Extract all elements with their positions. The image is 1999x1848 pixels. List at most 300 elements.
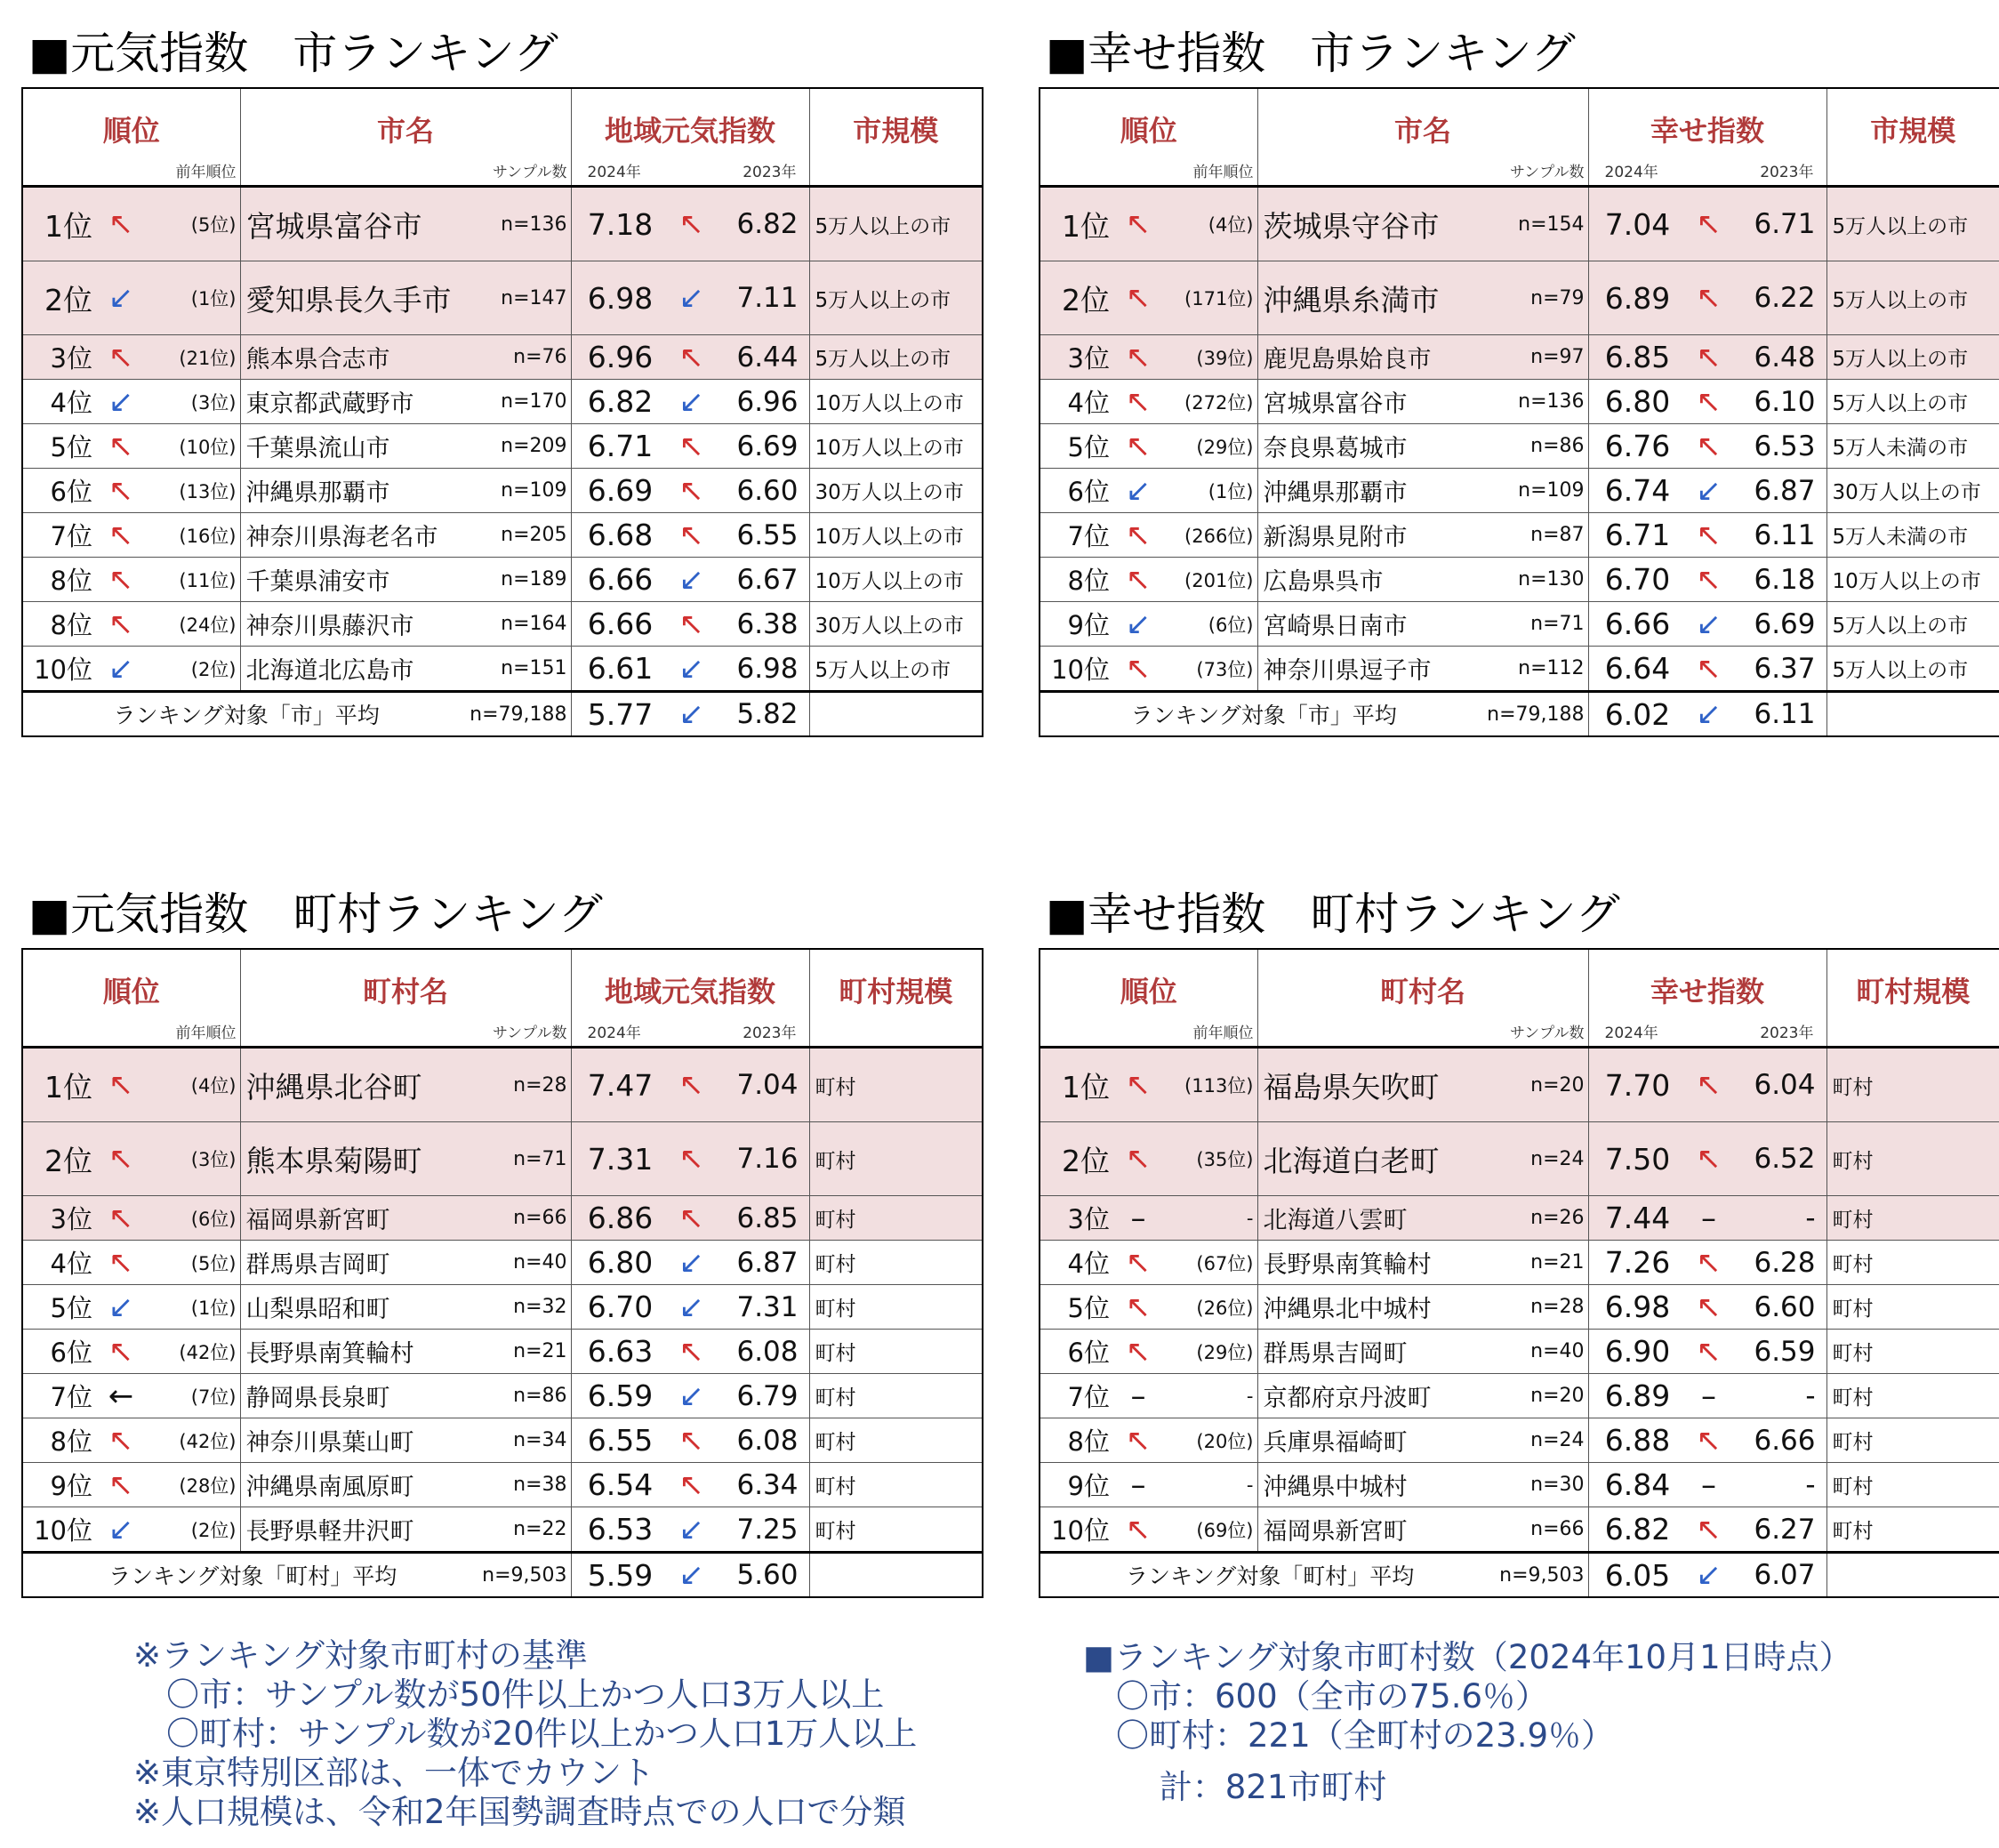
score-2023: -: [1805, 1379, 1816, 1412]
prev-rank-value: (171位): [1184, 288, 1254, 309]
rank-value: 5位: [50, 432, 92, 462]
rank-trend-arrow-icon: –: [1130, 1466, 1146, 1503]
prev-rank-value: (4位): [1208, 214, 1254, 236]
municipality-name: 神奈川県藤沢市: [245, 613, 414, 640]
rank-value: 2位: [1062, 282, 1110, 317]
rank-value: 1位: [44, 1069, 92, 1105]
table-row: [22, 335, 983, 380]
population-scale: 町村: [1832, 1209, 1874, 1232]
prev-rank-value: (6位): [1208, 614, 1254, 636]
rank-trend-arrow-icon: ↖: [108, 561, 134, 598]
rank-trend-arrow-icon: ↖: [108, 1466, 134, 1503]
score-2023: 6.59: [1754, 1335, 1816, 1368]
prev-rank-value: (24位): [179, 614, 237, 636]
ranking-table: [21, 87, 983, 737]
score-2023: 6.08: [736, 1335, 799, 1368]
average-trend-arrow-icon: ↙: [1696, 1557, 1722, 1593]
rank-trend-arrow-icon: ↖: [1125, 280, 1152, 316]
municipality-name: 沖縄県糸満市: [1263, 282, 1440, 317]
rank-value: 10位: [1051, 655, 1110, 685]
average-score-2024: 5.77: [587, 696, 654, 732]
score-2023: 6.44: [736, 341, 799, 374]
prev-rank-value: (272位): [1184, 391, 1254, 414]
sample-size: n=66: [1530, 1518, 1585, 1540]
population-scale: 5万人以上の市: [1832, 615, 1969, 638]
rank-value: 4位: [1067, 388, 1110, 418]
note-line: 〇町村：221（全町村の23.9％）: [1083, 1716, 1615, 1755]
prev-rank-value: (69位): [1196, 1519, 1254, 1541]
sample-size: n=24: [1530, 1429, 1585, 1451]
rank-trend-arrow-icon: –: [1130, 1378, 1146, 1414]
average-score-2024: 6.05: [1604, 1557, 1671, 1593]
sample-size: n=71: [513, 1147, 567, 1170]
average-label: ランキング対象「町村」平均: [1125, 1563, 1415, 1589]
score-2024: 6.54: [587, 1467, 654, 1502]
table-row: [1040, 335, 1999, 380]
rank-value: 5位: [1067, 432, 1110, 462]
score-2023: 7.04: [736, 1069, 799, 1101]
score-2024: 6.71: [587, 429, 654, 463]
prev-rank-value: (29位): [1196, 1341, 1254, 1363]
rank-header: 順位: [102, 975, 160, 1008]
rank-value: 2位: [44, 282, 92, 317]
population-scale: 町村: [1832, 1386, 1874, 1410]
rank-trend-arrow-icon: ←: [108, 1378, 134, 1414]
rank-trend-arrow-icon: ↖: [108, 1067, 134, 1103]
average-row: [22, 1553, 983, 1598]
score-2024: 6.55: [587, 1423, 654, 1458]
sample-size: n=147: [501, 286, 567, 309]
prev-rank-value: (73位): [1196, 658, 1254, 680]
municipality-name: 奈良県葛城市: [1263, 435, 1408, 462]
population-scale: 5万人以上の市: [815, 288, 951, 312]
table-row: [22, 1330, 983, 1374]
municipality-name: 北海道八雲町: [1263, 1207, 1408, 1234]
rank-value: 6位: [1067, 477, 1110, 507]
average-trend-arrow-icon: ↙: [1696, 696, 1722, 732]
year-2023-header: 2023年: [743, 164, 797, 181]
rank-trend-arrow-icon: ↖: [108, 1244, 134, 1281]
sample-size: n=97: [1530, 346, 1585, 368]
rank-trend-arrow-icon: ↖: [1125, 517, 1152, 553]
municipality-name: 沖縄県那覇市: [1263, 479, 1408, 507]
score-trend-arrow-icon: ↖: [678, 606, 704, 642]
prev-rank-value: (35位): [1196, 1149, 1254, 1170]
panel-title: ■元気指数 市ランキング: [28, 28, 558, 79]
population-scale: 10万人以上の市: [1832, 570, 1981, 593]
sample-size: n=189: [501, 568, 567, 591]
rank-value: 7位: [50, 1382, 92, 1412]
population-scale: 5万人以上の市: [1832, 348, 1969, 371]
rank-trend-arrow-icon: ↖: [1125, 1289, 1152, 1325]
score-trend-arrow-icon: ↙: [678, 1244, 704, 1281]
score-2024: 6.68: [587, 518, 654, 552]
note-line: 計：821市町村: [1083, 1768, 1387, 1806]
score-2024: 7.44: [1604, 1201, 1671, 1235]
table-row: [1040, 1507, 1999, 1553]
population-scale: 5万人未満の市: [1832, 437, 1969, 460]
score-2024: 6.66: [1604, 607, 1671, 641]
prev-rank-value: (20位): [1196, 1430, 1254, 1452]
rank-value: 7位: [1067, 1382, 1110, 1412]
rank-value: 4位: [50, 388, 92, 418]
prev-rank-value: (1位): [190, 1297, 237, 1319]
rank-trend-arrow-icon: ↖: [1125, 1067, 1152, 1103]
scale-header: 町村規模: [1856, 975, 1971, 1008]
score-2024: 6.63: [587, 1334, 654, 1369]
score-trend-arrow-icon: ↖: [1696, 280, 1722, 316]
prev-rank-value: (113位): [1184, 1075, 1254, 1097]
table-row: [1040, 1196, 1999, 1241]
population-scale: 町村: [815, 1520, 856, 1543]
population-scale: 町村: [1832, 1298, 1874, 1321]
average-score-2023: 5.82: [736, 698, 799, 730]
population-scale: 町村: [815, 1209, 856, 1232]
sample-header: サンプル数: [493, 164, 567, 181]
prev-rank-value: (29位): [1196, 436, 1254, 458]
sample-header: サンプル数: [1510, 164, 1585, 181]
sample-size: n=34: [513, 1429, 567, 1451]
score-trend-arrow-icon: ↙: [678, 1511, 704, 1547]
rank-trend-arrow-icon: ↖: [1125, 206, 1152, 242]
population-scale: 町村: [815, 1253, 856, 1276]
population-scale: 町村: [815, 1475, 856, 1498]
score-trend-arrow-icon: ↙: [678, 383, 704, 420]
year-2024-header: 2024年: [587, 164, 641, 181]
prev-rank-value: (11位): [179, 569, 237, 591]
municipality-name: 北海道白老町: [1263, 1143, 1440, 1178]
note-line: 〇市：600（全市の75.6％）: [1083, 1677, 1549, 1715]
rank-value: 10位: [34, 655, 92, 685]
note-line: ※人口規模は、令和2年国勢調査時点での人口で分類: [133, 1793, 906, 1831]
score-2024: 6.66: [587, 607, 654, 641]
table-row: [22, 1463, 983, 1507]
score-trend-arrow-icon: ↖: [1696, 383, 1722, 420]
sample-size: n=21: [513, 1340, 567, 1362]
rank-value: 9位: [1067, 1471, 1110, 1501]
score-2023: 6.08: [736, 1424, 799, 1457]
rank-trend-arrow-icon: ↖: [1125, 1141, 1152, 1177]
sample-size: n=109: [1518, 479, 1585, 502]
score-header: 地域元気指数: [604, 975, 775, 1008]
score-trend-arrow-icon: ↖: [678, 1466, 704, 1503]
table-row: [22, 1285, 983, 1330]
score-2024: 6.80: [587, 1245, 654, 1280]
rank-trend-arrow-icon: ↖: [1125, 1511, 1152, 1547]
rank-trend-arrow-icon: ↖: [108, 339, 134, 375]
year-2023-header: 2023年: [743, 1024, 797, 1042]
rank-value: 3位: [50, 343, 92, 374]
score-2024: 6.74: [1604, 473, 1671, 508]
municipality-name: 北海道北広島市: [245, 657, 414, 685]
note-line: ■ランキング対象市町村数（2024年10月1日時点）: [1083, 1638, 1852, 1676]
score-2024: 6.85: [1604, 340, 1671, 374]
prev-rank-value: -: [1246, 1385, 1254, 1407]
table-row: [1040, 1048, 1999, 1122]
ranking-table: [21, 948, 983, 1598]
sample-size: n=21: [1530, 1251, 1585, 1274]
municipality-name: 広島県呉市: [1263, 568, 1384, 596]
sample-size: n=30: [1530, 1474, 1585, 1496]
rank-value: 5位: [50, 1293, 92, 1323]
rank-trend-arrow-icon: ↙: [1125, 472, 1152, 509]
score-2024: 7.50: [1604, 1141, 1671, 1177]
panel-title: ■幸せ指数 町村ランキング: [1046, 888, 1620, 940]
sample-size: n=170: [501, 390, 567, 413]
average-sample-size: n=9,503: [1499, 1563, 1585, 1587]
average-row: [1040, 1553, 1999, 1598]
rank-value: 10位: [1051, 1515, 1110, 1546]
prev-rank-value: (21位): [179, 347, 237, 369]
prev-rank-value: (26位): [1196, 1297, 1254, 1319]
population-scale: 町村: [815, 1431, 856, 1454]
table-row: [1040, 1285, 1999, 1330]
population-scale: 町村: [815, 1342, 856, 1365]
name-header: 市名: [376, 114, 434, 148]
ranking-table: [1039, 87, 1999, 737]
population-scale: 5万人以上の市: [1832, 392, 1969, 415]
prev-rank-value: (6位): [190, 1208, 237, 1230]
municipality-name: 茨城県守谷市: [1263, 208, 1440, 244]
score-trend-arrow-icon: ↖: [1696, 1244, 1722, 1281]
score-2023: 6.60: [736, 474, 799, 507]
prev-rank-value: (39位): [1196, 347, 1254, 369]
table-row: [1040, 558, 1999, 602]
population-scale: 5万人以上の市: [1832, 214, 1969, 238]
rank-trend-arrow-icon: ↙: [108, 650, 134, 687]
average-label: ランキング対象「町村」平均: [108, 1563, 397, 1589]
population-scale: 10万人以上の市: [815, 437, 964, 460]
sample-size: n=87: [1530, 524, 1585, 546]
population-scale: 5万人未満の市: [1832, 526, 1969, 549]
table-row: [22, 513, 983, 558]
table-row: [22, 1507, 983, 1553]
rank-value: 4位: [50, 1249, 92, 1279]
table-row: [1040, 469, 1999, 513]
score-2024: 6.70: [1604, 562, 1671, 597]
score-2024: 6.96: [587, 340, 654, 374]
score-2023: 6.82: [736, 208, 799, 240]
table-row: [1040, 1374, 1999, 1418]
rank-trend-arrow-icon: ↙: [108, 1289, 134, 1325]
population-scale: 30万人以上の市: [1832, 481, 1981, 504]
score-trend-arrow-icon: ↖: [1696, 428, 1722, 464]
municipality-name: 群馬県吉岡町: [245, 1251, 390, 1279]
scale-header: 市規模: [853, 114, 939, 148]
table-row: [22, 469, 983, 513]
rank-value: 4位: [1067, 1249, 1110, 1279]
score-2023: 6.38: [736, 607, 799, 640]
average-trend-arrow-icon: ↙: [678, 1557, 704, 1593]
rank-trend-arrow-icon: ↖: [108, 606, 134, 642]
rank-trend-arrow-icon: ↖: [1125, 383, 1152, 420]
prev-rank-value: (3位): [190, 1149, 237, 1170]
municipality-name: 新潟県見附市: [1263, 524, 1408, 551]
score-2024: 6.69: [587, 473, 654, 508]
score-trend-arrow-icon: ↙: [678, 1378, 704, 1414]
note-line: 〇町村：サンプル数が20件以上かつ人口1万人以上: [133, 1715, 918, 1753]
rank-trend-arrow-icon: ↖: [1125, 1422, 1152, 1458]
prev-rank-value: (5位): [190, 214, 237, 236]
score-2023: 6.18: [1754, 563, 1816, 596]
municipality-name: 熊本県合志市: [245, 346, 390, 374]
score-2024: 6.53: [587, 1512, 654, 1547]
rank-value: 7位: [50, 521, 92, 551]
rank-trend-arrow-icon: ↖: [108, 1200, 134, 1236]
table-row: [22, 1196, 983, 1241]
sample-size: n=205: [501, 524, 567, 546]
population-scale: 5万人以上の市: [815, 348, 951, 371]
sample-size: n=79: [1530, 286, 1585, 309]
score-trend-arrow-icon: ↖: [1696, 561, 1722, 598]
municipality-name: 愛知県長久手市: [245, 282, 452, 317]
prev-rank-value: (10位): [179, 436, 237, 458]
score-2024: 6.84: [1604, 1467, 1671, 1502]
sample-size: n=20: [1530, 1385, 1585, 1407]
prev-rank-header: 前年順位: [1192, 164, 1254, 181]
table-row: [22, 1374, 983, 1418]
municipality-name: 長野県南箕輪村: [1263, 1251, 1432, 1279]
score-2024: 6.61: [587, 651, 654, 686]
rank-value: 5位: [1067, 1293, 1110, 1323]
sample-size: n=40: [1530, 1340, 1585, 1362]
sample-size: n=38: [513, 1474, 567, 1496]
municipality-name: 宮崎県日南市: [1263, 613, 1408, 640]
score-2023: 6.69: [1754, 607, 1816, 640]
average-score-2023: 6.07: [1754, 1559, 1816, 1591]
table-header: [22, 88, 983, 187]
prev-rank-value: (3位): [190, 391, 237, 414]
year-2024-header: 2024年: [1604, 164, 1658, 181]
municipality-name: 長野県南箕輪村: [245, 1340, 414, 1368]
score-2024: 6.89: [1604, 280, 1671, 316]
rank-value: 2位: [1062, 1143, 1110, 1178]
population-scale: 5万人以上の市: [1832, 288, 1969, 312]
municipality-name: 沖縄県北谷町: [245, 1069, 422, 1105]
municipality-name: 千葉県流山市: [245, 435, 390, 462]
population-scale: 町村: [815, 1075, 856, 1099]
rank-value: 2位: [44, 1143, 92, 1178]
average-row: [1040, 692, 1999, 737]
average-label: ランキング対象「市」平均: [1130, 703, 1397, 728]
population-scale: 30万人以上の市: [815, 615, 964, 638]
score-2024: 7.31: [587, 1141, 654, 1177]
municipality-name: 兵庫県福崎町: [1263, 1429, 1408, 1457]
sample-size: n=86: [513, 1385, 567, 1407]
rank-value: 9位: [1067, 610, 1110, 640]
table-row: [1040, 187, 1999, 261]
sample-size: n=209: [501, 435, 567, 457]
score-trend-arrow-icon: ↖: [678, 1200, 704, 1236]
rank-value: 3位: [50, 1204, 92, 1234]
population-scale: 10万人以上の市: [815, 526, 964, 549]
score-2023: 6.28: [1754, 1246, 1816, 1279]
note-line: 〇市：サンプル数が50件以上かつ人口3万人以上: [133, 1675, 885, 1714]
score-2024: 7.18: [587, 206, 654, 242]
score-trend-arrow-icon: ↖: [678, 1067, 704, 1103]
sample-size: n=109: [501, 479, 567, 502]
rank-value: 6位: [50, 1338, 92, 1368]
population-scale: 5万人以上の市: [1832, 659, 1969, 682]
sample-size: n=151: [501, 657, 567, 679]
score-2024: 7.70: [1604, 1067, 1671, 1103]
score-2023: 6.34: [736, 1468, 799, 1501]
prev-rank-value: -: [1246, 1207, 1254, 1229]
score-header: 地域元気指数: [604, 114, 775, 148]
sample-size: n=22: [513, 1518, 567, 1540]
average-row: [22, 692, 983, 737]
prev-rank-value: (2位): [190, 1519, 237, 1541]
population-scale: 町村: [1832, 1253, 1874, 1276]
ranking-criteria-notes: [133, 1636, 917, 1832]
prev-rank-header: 前年順位: [175, 164, 237, 181]
rank-trend-arrow-icon: ↖: [108, 428, 134, 464]
score-2023: 6.37: [1754, 652, 1816, 685]
score-2024: 6.80: [1604, 384, 1671, 419]
table-row: [22, 1241, 983, 1285]
score-2024: 6.98: [1604, 1290, 1671, 1324]
prev-rank-value: (1位): [190, 288, 237, 309]
average-score-2023: 5.60: [736, 1559, 799, 1591]
table-row: [1040, 424, 1999, 469]
population-scale: 町村: [1832, 1149, 1874, 1173]
prev-rank-header: 前年順位: [175, 1024, 237, 1042]
sample-size: n=164: [501, 613, 567, 635]
name-header: 市名: [1393, 114, 1451, 148]
score-trend-arrow-icon: ↖: [1696, 650, 1722, 687]
rank-trend-arrow-icon: ↖: [108, 1141, 134, 1177]
score-2024: 6.98: [587, 280, 654, 316]
prev-rank-value: (201位): [1184, 569, 1254, 591]
score-2023: 6.22: [1754, 282, 1816, 314]
rank-trend-arrow-icon: ↖: [1125, 561, 1152, 598]
rank-trend-arrow-icon: ↖: [108, 517, 134, 553]
table-header: [1040, 949, 1999, 1048]
population-scale: 町村: [1832, 1475, 1874, 1498]
prev-rank-value: (266位): [1184, 525, 1254, 547]
population-scale: 町村: [815, 1386, 856, 1410]
score-2024: 6.89: [1604, 1378, 1671, 1413]
rank-header: 順位: [102, 114, 160, 148]
rank-trend-arrow-icon: ↙: [1125, 606, 1152, 642]
score-2023: 6.79: [736, 1379, 799, 1412]
scale-header: 町村規模: [839, 975, 953, 1008]
sample-size: n=26: [1530, 1207, 1585, 1229]
sample-size: n=28: [513, 1073, 567, 1097]
score-2023: -: [1805, 1201, 1816, 1234]
score-2023: 6.53: [1754, 430, 1816, 462]
rank-trend-arrow-icon: ↙: [108, 280, 134, 316]
prev-rank-value: (2位): [190, 658, 237, 680]
rank-value: 10位: [34, 1515, 92, 1546]
table-header: [22, 949, 983, 1048]
population-scale: 5万人以上の市: [815, 659, 951, 682]
population-scale: 町村: [815, 1149, 856, 1173]
score-trend-arrow-icon: ↖: [678, 1422, 704, 1458]
score-trend-arrow-icon: ↙: [678, 561, 704, 598]
rank-value: 1位: [1062, 208, 1110, 244]
prev-rank-value: (42位): [179, 1430, 237, 1452]
score-trend-arrow-icon: ↙: [1696, 606, 1722, 642]
municipality-name: 沖縄県南風原町: [245, 1474, 414, 1501]
score-2023: 7.11: [736, 282, 799, 314]
municipality-name: 長野県軽井沢町: [245, 1518, 414, 1546]
table-row: [1040, 1330, 1999, 1374]
municipality-name: 静岡県長泉町: [245, 1385, 390, 1412]
municipality-name: 福岡県新宮町: [1263, 1518, 1408, 1546]
rank-trend-arrow-icon: ↖: [1125, 650, 1152, 687]
score-trend-arrow-icon: ↖: [1696, 1333, 1722, 1370]
